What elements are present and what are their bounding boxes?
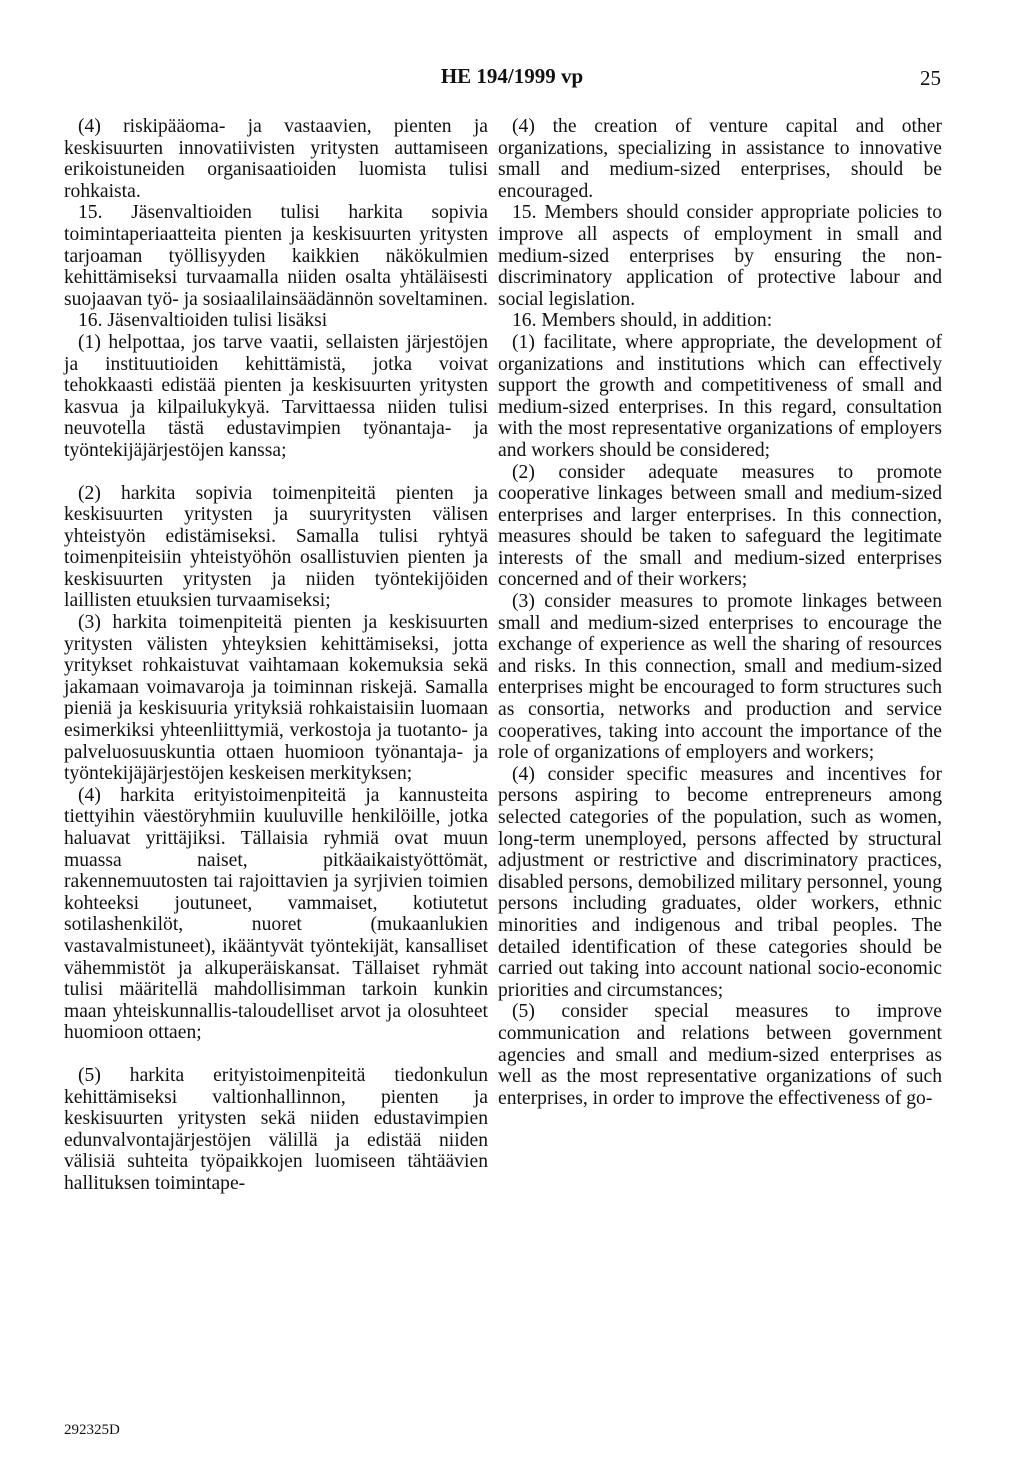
fi-paragraph-16: 16. Jäsenvaltioiden tulisi lisäksi [78, 310, 328, 332]
fi-item-1: (1) helpottaa, jos tarve vaatii, sellaisten järjestöjen ja instituutioiden kehittämistä, jotka voivat tehokkaasti edistää pienten ja keskisuurten yritysten kasvua ja kilpailukykyä. Tarvittaessa niiden tulisi neuvotella tästä edustavimpien työnantaja- ja työntekijäjärjestöjen kanssa; [64, 331, 488, 461]
en-item-4: (4) consider specific measures and incentives for persons aspiring to become entrepreneurs among selected categories of the population, such as women, long-term unemployed, persons affected by structural adjustment or restrictive and discriminatory practices, disabled persons, demobilized military personnel, young persons including graduates, older workers, ethnic minorities and indigenous and tribal peoples. The detailed identification of these categories should be carried out taking into account national socio-economic priorities and circumstances; [498, 763, 942, 1001]
fi-item-4: (4) harkita erityistoimenpiteitä ja kannusteita tiettyihin väestöryhmiin kuuluville henkilöille, jotka haluavat yrittäjiksi. Tällaisia ryhmiä ovat muun muassa naiset, pitkäaikaistyöttömät, rakennemuutosten tai rajoittavien ja syrjivien toimien kohteeksi joutuneet, vammaiset, kotiutetut sotilashenkilöt, nuoret (mukaanlukien vastavalmistuneet), ikääntyvät työntekijät, kansalliset vähemmistöt ja alkuperäiskansat. Tällaiset ryhmät tulisi määritellä mahdollisimman tarkoin kunkin maan yhteiskunnallis-taloudelliset arvot ja olosuhteet huomioon ottaen; [64, 784, 488, 1044]
page-number: 25 [920, 66, 941, 90]
finnish-column [64, 116, 488, 1195]
fi-paragraph-15: 15. Jäsenvaltioiden tulisi harkita sopivia toimintaperiaatteita pienten ja keskisuurten yritysten tarjoaman työllisyyden kaikkien näkökulmien kehittämiseksi turvaamalla niiden osalta yhtäläisesti suojaavan työ- ja sosiaalilainsäädännön soveltaminen. [64, 202, 488, 310]
fi-paragraph-4-venture: (4) riskipääoma- ja vastaavien, pienten ja keskisuurten innovatiivisten yritysten auttamiseen erikoistuneiden organisaatioiden luomista tulisi rohkaista. [64, 116, 488, 202]
en-paragraph-16: 16. Members should, in addition: [512, 310, 773, 332]
document-code: 292325D [64, 1422, 120, 1438]
page-header-title: HE 194/1999 vp [440, 64, 584, 88]
en-item-1: (1) facilitate, where appropriate, the development of organizations and institutions which can effectively support the growth and competitiveness of small and medium-sized enterprises. In this regard, consultation with the most representative organizations of employers and workers should be considered; [498, 331, 942, 461]
en-paragraph-4-venture: (4) the creation of venture capital and other organizations, specializing in assistance to innovative small and medium-sized enterprises, should be encouraged. [498, 116, 942, 202]
en-item-5: (5) consider special measures to improve communication and relations between government agencies and small and medium-sized enterprises as well as the most representative organizations of such enterprises, in order to improve the effectiveness of go- [498, 1001, 942, 1109]
fi-item-2: (2) harkita sopivia toimenpiteitä pienten ja keskisuurten yritysten ja suuryritysten välisen yhteistyön edistämiseksi. Samalla tulisi ryhtyä toimenpiteisiin yhteistyöhön osallistuvien pienten ja keskisuurten yritysten ja niiden työntekijöiden laillisten etuuksien turvaamiseksi; [64, 482, 488, 612]
en-paragraph-15: 15. Members should consider appropriate policies to improve all aspects of employment in small and medium-sized enterprises by ensuring the non-discriminatory application of protective labour and social legislation. [498, 202, 942, 310]
fi-item-3: (3) harkita toimenpiteitä pienten ja keskisuurten yritysten välisten yhteyksien kehittämiseksi, jotta yritykset rohkaistuvat vaihtamaan kokemuksia sekä jakamaan voimavaroja ja toiminnan riskejä. Samalla pieniä ja keskisuuria yrityksiä rohkaistaisiin luomaan esimerkiksi yhteenliittymiä, verkostoja ja tuotanto- ja palveluosuuskuntia ottaen huomioon työnantaja- ja työntekijäjärjestöjen keskeisen merkityksen; [64, 612, 488, 785]
en-item-3: (3) consider measures to promote linkages between small and medium-sized enterprises to encourage the exchange of experience as well the sharing of resources and risks. In this connection, small and medium-sized enterprises might be encouraged to form structures such as consortia, networks and production and service cooperatives, taking into account the importance of the role of organizations of employers and workers; [498, 591, 942, 764]
fi-item-5: (5) harkita erityistoimenpiteitä tiedonkulun kehittämiseksi valtionhallinnon, pienten ja keskisuurten yritysten sekä niiden edustavimpien edunvalvontajärjestöjen välillä ja edistää niiden välisiä suhteita työpaikkojen luomiseen tähtäävien hallituksen toimintape- [64, 1064, 488, 1194]
en-item-2: (2) consider adequate measures to promote cooperative linkages between small and medium-sized enterprises and larger enterprises. In this connection, measures should be taken to safeguard the legitimate interests of the small and medium-sized enterprises concerned and of their workers; [498, 461, 942, 591]
english-column [498, 116, 942, 1109]
